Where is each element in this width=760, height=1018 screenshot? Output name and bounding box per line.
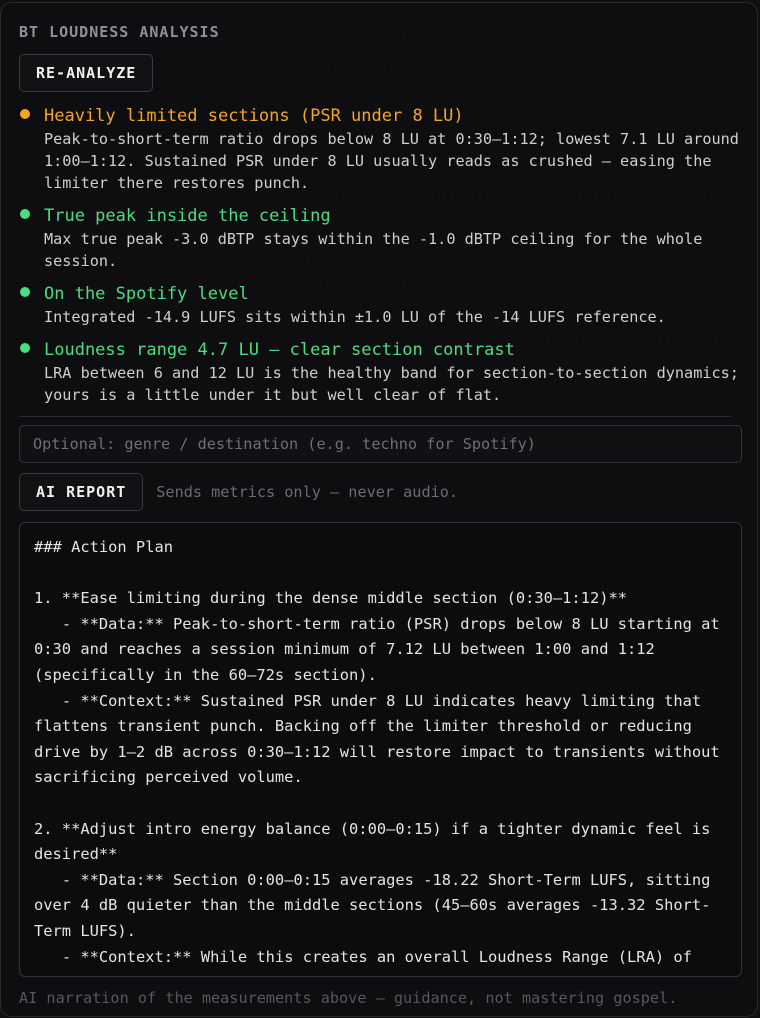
finding-item — [19, 204, 741, 272]
finding-item — [19, 104, 741, 194]
ai-report-row — [19, 473, 741, 511]
re-analyze-button[interactable]: RE-ANALYZE — [19, 54, 153, 92]
finding-body: Max true peak -3.0 dBTP stays within the -1.0 dBTP ceiling for the whole session. — [44, 230, 703, 270]
disclaimer-footnote: AI narration of the measurements above — guidance, not mastering gospel. — [19, 989, 678, 1007]
finding-item — [19, 338, 741, 406]
divider — [19, 416, 731, 417]
finding-title: Loudness range 4.7 LU — clear section contrast — [44, 340, 515, 360]
finding-title: On the Spotify level — [44, 284, 249, 304]
finding-body: Peak-to-short-term ratio drops below 8 LU at 0:30–1:12; lowest 7.1 LU around 1:00–1:12. Sustained PSR under 8 LU usually reads as crushed — easing the limiter there restores punch. — [44, 130, 739, 192]
genre-input-wrap — [19, 425, 742, 463]
status-dot-icon — [20, 109, 30, 119]
finding-body: LRA between 6 and 12 LU is the healthy band for section-to-section dynamics; yours is a little under it but well clear of flat. — [44, 364, 739, 404]
privacy-note: Sends metrics only — never audio. — [156, 483, 459, 501]
status-dot-icon — [20, 343, 30, 353]
status-dot-icon — [20, 287, 30, 297]
finding-body: Integrated -14.9 LUFS sits within ±1.0 LU of the -14 LUFS reference. — [44, 308, 666, 326]
genre-destination-input[interactable] — [19, 425, 742, 463]
panel-title: BT LOUDNESS ANALYSIS — [19, 23, 220, 41]
ai-report-output[interactable]: ### Action Plan 1. **Ease limiting during the dense middle section (0:30–1:12)** - **Data:** Peak-to-short-term ratio (PSR) drops below 8 LU starting at 0:30 and reaches a session minimum of 7.12 LU between 1:00 and 1:12 (specifically in the 60–72s section). - **Context:** Sustained PSR under 8 LU indicates heavy limiting that flattens transient punch. Backing off the limiter threshold or reducing drive by 1–2 dB across 0:30–1:12 will restore impact to transients without sacrificing perceived volume. 2. **Adjust intro energy balance (0:00–0:15) if a tighter dynamic feel is desired** - **Data:** Section 0:00–0:15 averages -18.22 Short-Term LUFS, sitting over 4 dB quieter than the middle sections (45–60s averages -13.32 Short-Term LUFS). - **Context:** While this creates an overall Loudness Range (LRA) of — [19, 522, 742, 977]
finding-item — [19, 282, 741, 328]
finding-title: Heavily limited sections (PSR under 8 LU) — [44, 106, 464, 126]
ai-report-button[interactable]: AI REPORT — [19, 473, 143, 511]
finding-title: True peak inside the ceiling — [44, 206, 331, 226]
findings-list — [19, 104, 741, 406]
loudness-analysis-panel — [0, 2, 758, 1017]
status-dot-icon — [20, 209, 30, 219]
